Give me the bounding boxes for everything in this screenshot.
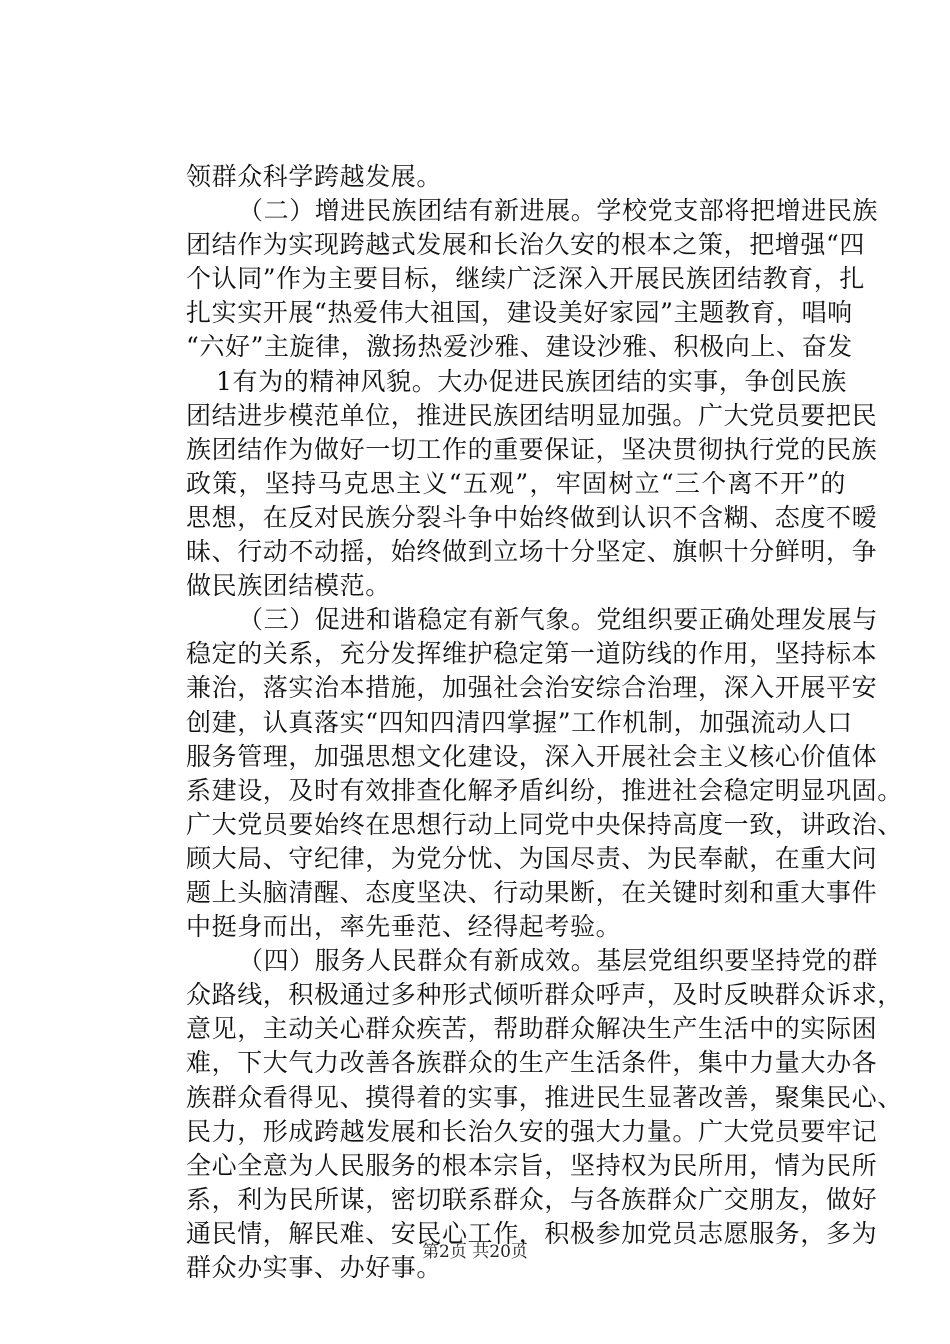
text-line: 稳定的关系，充分发挥维护稳定第一道防线的作用，坚持标本 [186,639,878,669]
text-line: 中挺身而出，率先垂范、经得起考验。 [186,912,622,942]
text-line: 团结作为实现跨越式发展和长治久安的根本之策，把增强“四 [186,230,865,260]
text-line: 领群众科学跨越发展。 [186,162,443,191]
text-line: 做民族团结模范。 [186,571,391,601]
text-line: 昧、行动不动摇，始终做到立场十分坚定、旗帜十分鲜明，争 [186,537,878,567]
text-line: 政策，坚持马克思主义“五观”，牢固树立“三个离不开”的 [186,468,846,498]
text-line: “六好”主旋律，激扬热爱沙雅、建设沙雅、积极向上、奋发 [186,332,853,362]
text-line: 难，下大气力改善各族群众的生产生活条件，集中力量大办各 [186,1048,878,1078]
text-line: 全心全意为人民服务的根本宗旨，坚持权为民所用，情为民所 [186,1150,878,1180]
text-line: （二）增进民族团结有新进展。学校党支部将把增进民族 [238,196,879,226]
text-line: 众路线，积极通过多种形式倾听群众呼声，及时反映群众诉求， [186,980,903,1010]
text-line: 创建，认真落实“四知四清四掌握”工作机制，加强流动人口 [186,707,853,737]
text-line: 通民情，解民难、安民心工作，积极参加党员志愿服务，多为 [186,1218,878,1248]
text-line: 思想，在反对民族分裂斗争中始终做到认识不含糊、态度不暧 [186,502,878,532]
text-line: 顾大局、守纪律，为党分忧、为国尽责、为民奉献，在重大问 [186,843,878,873]
text-line: （四）服务人民群众有新成效。基层党组织要坚持党的群 [238,946,879,976]
text-line: 广大党员要始终在思想行动上同党中央保持高度一致，讲政治、 [186,809,903,839]
text-line: 个认同”作为主要目标，继续广泛深入开展民族团结教育，扎 [186,264,865,294]
text-line: 族团结作为做好一切工作的重要保证，坚决贯彻执行党的民族 [186,434,878,464]
document-body [186,160,903,1285]
text-line: 系建设，及时有效排查化解矛盾纠纷，推进社会稳定明显巩固。 [186,775,903,805]
text-line: 民力，形成跨越发展和长治久安的强大力量。广大党员要牢记 [186,1116,878,1146]
text-line: （三）促进和谐稳定有新气象。党组织要正确处理发展与 [238,605,879,635]
text-line: 意见，主动关心群众疾苦，帮助群众解决生产生活中的实际困 [186,1014,878,1044]
text-line: 扎实实开展“热爱伟大祖国，建设美好家园”主题教育，唱响 [186,298,853,328]
text-line: 服务管理，加强思想文化建设，深入开展社会主义核心价值体 [186,741,878,771]
text-line: 群众办实事、办好事。 [186,1253,443,1282]
text-line: 1有为的精神风貌。大办促进民族团结的实事，争创民族 [216,366,847,396]
text-line: 族群众看得见、摸得着的实事，推进民生显著改善，聚集民心、 [186,1082,903,1112]
page-footer: 第2页 共20页 [422,1242,528,1262]
text-line: 团结进步模范单位，推进民族团结明显加强。广大党员要把民 [186,400,878,430]
text-line: 兼治，落实治本措施，加强社会治安综合治理，深入开展平安 [186,673,878,703]
text-line: 系，利为民所谋，密切联系群众，与各族群众广交朋友，做好 [186,1184,878,1214]
text-line: 题上头脑清醒、态度坚决、行动果断，在关键时刻和重大事件 [186,877,878,907]
